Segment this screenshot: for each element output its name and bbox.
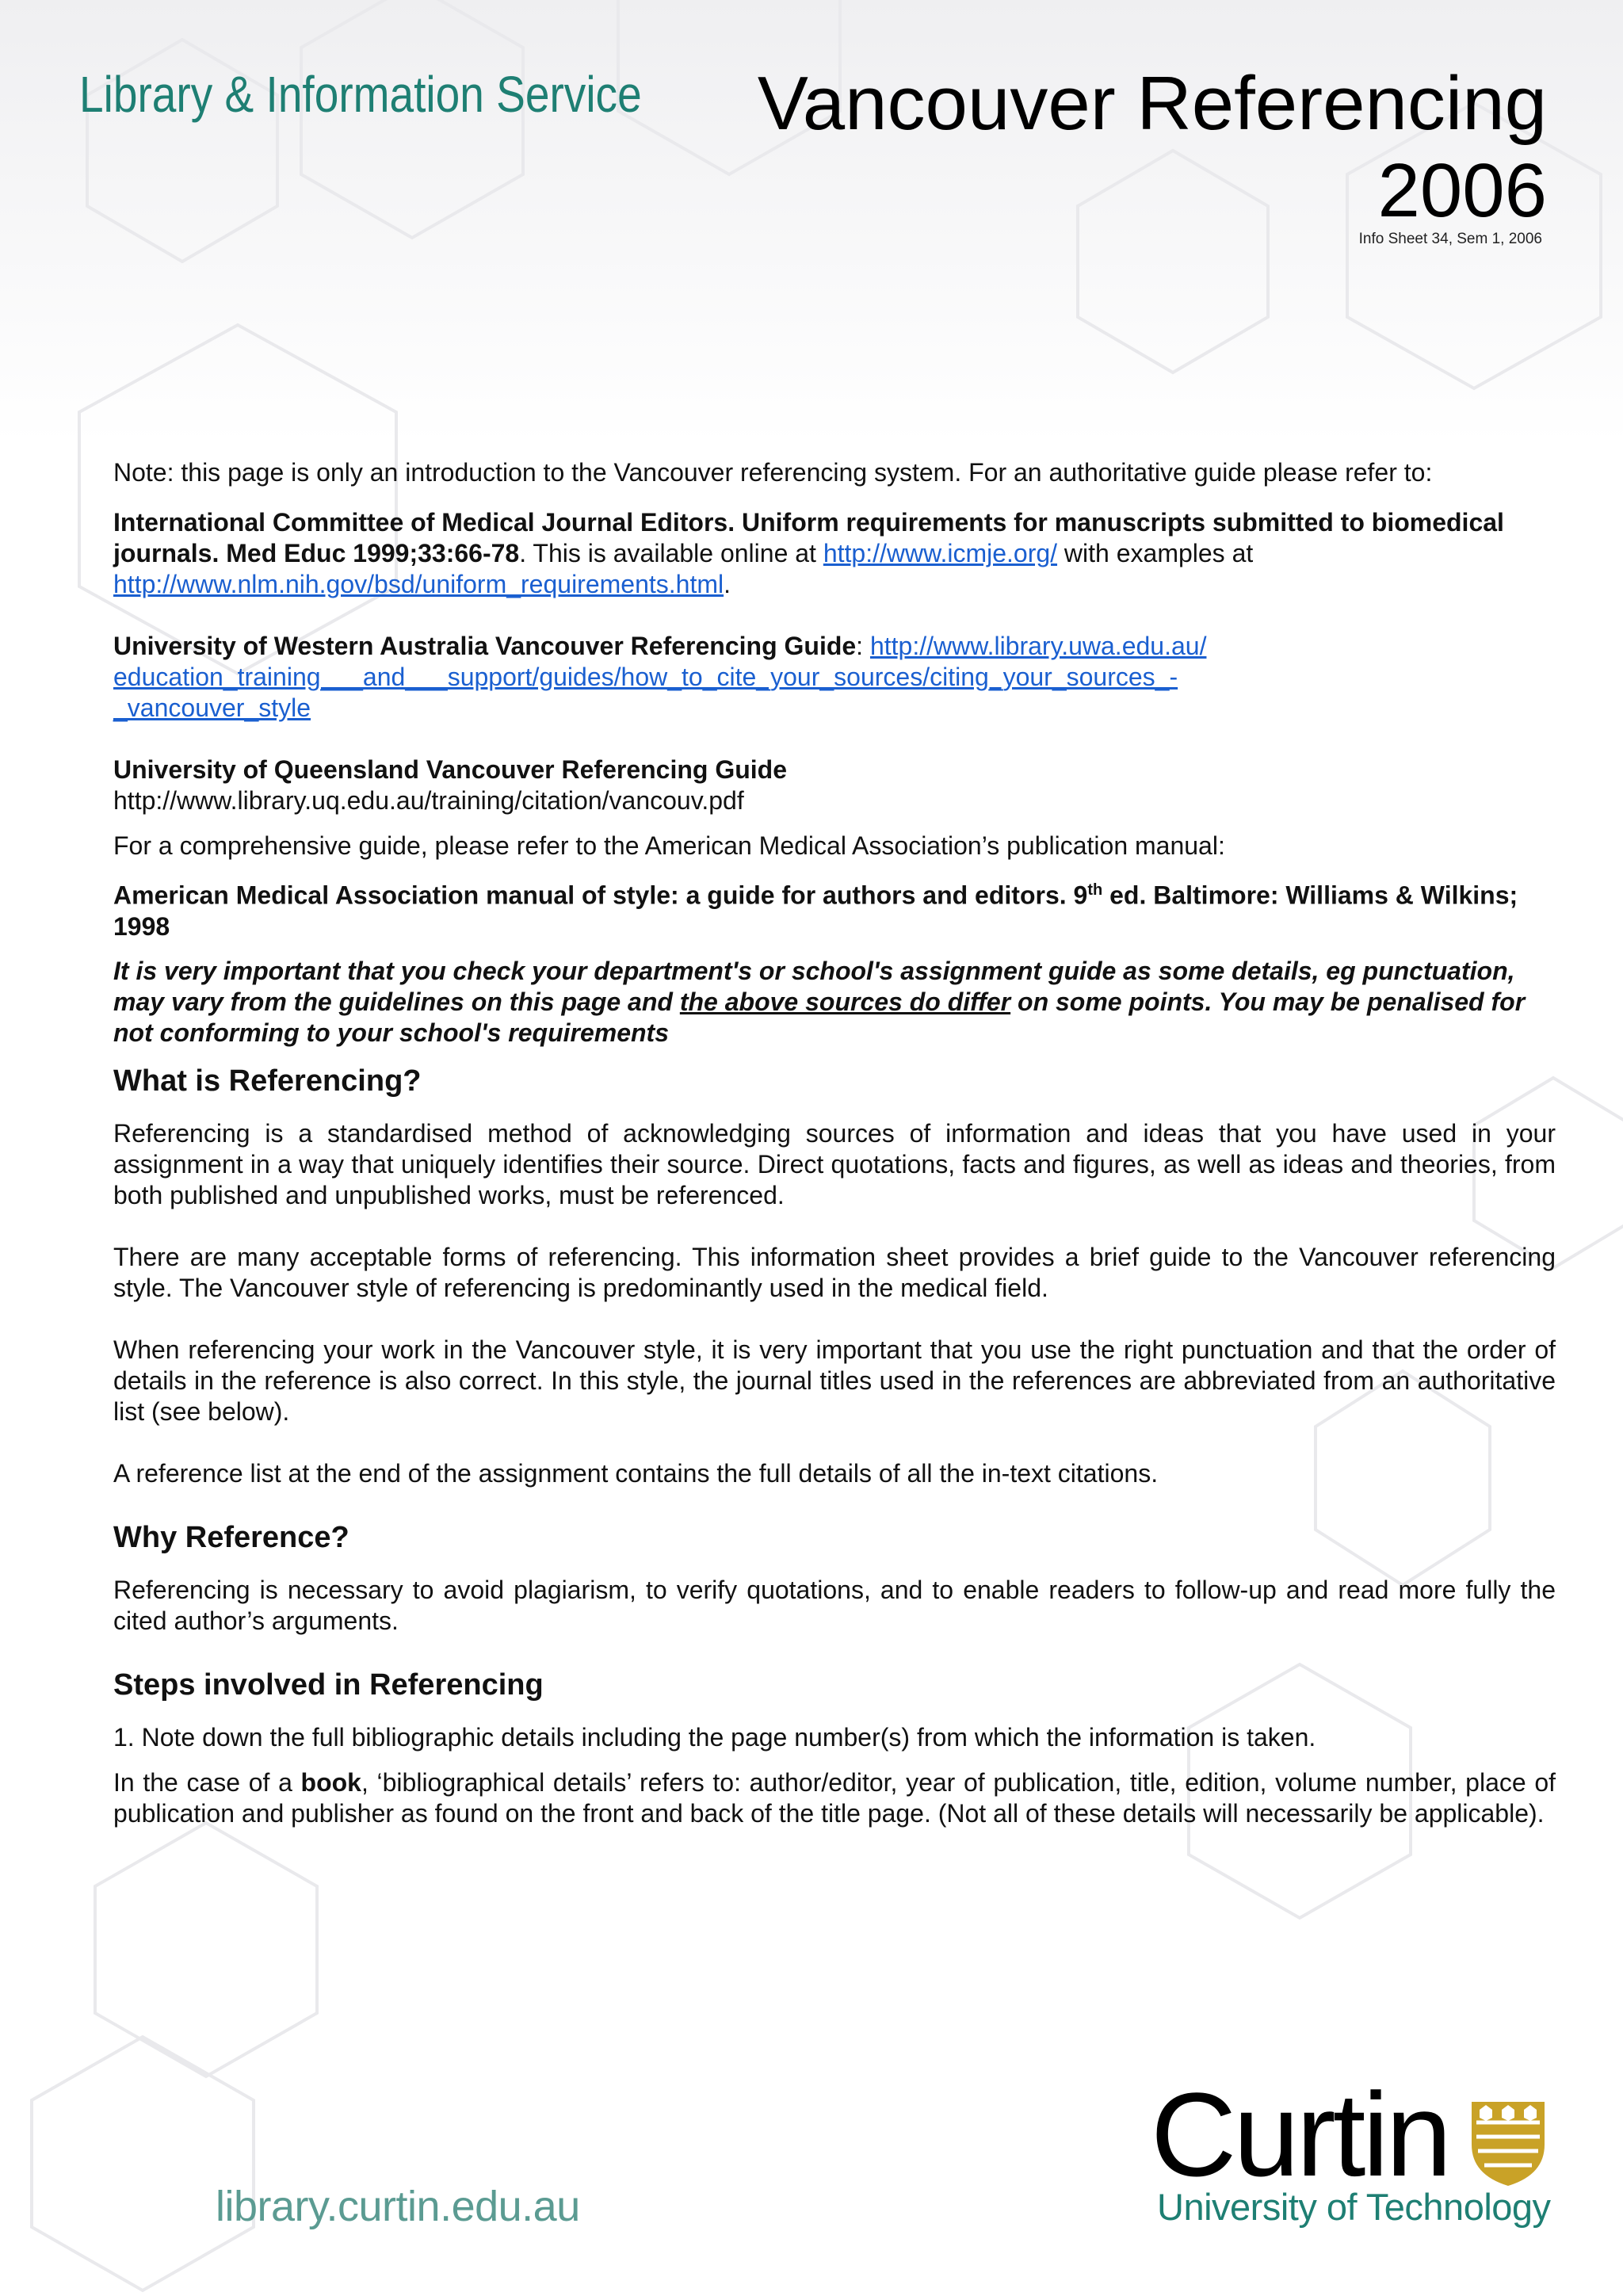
warning-underlined: the above sources do differ (679, 987, 1011, 1016)
uwa-link-part2: education_training___and___support/guides/how_to_cite_your_sources/citing_your_sources_- (113, 663, 1178, 691)
what-is-p2: There are many acceptable forms of referencing. This information sheet provides a brief guide to the Vancouver referencing style. The Vancouver style of referencing is predominantly used in the medical field. (113, 1242, 1556, 1302)
uwa-reference (113, 631, 1556, 724)
heading-what-is-referencing: What is Referencing? (113, 1064, 422, 1098)
document-body (113, 457, 1556, 1829)
what-is-p1: Referencing is a standardised method of acknowledging sources of information and ideas that you have used in your assignment in a way that uniquely identifies their source. Direct quotations, facts and figures, as well as ideas and theories, from both published and unpublished works, must be referenced. (113, 1118, 1556, 1209)
icmje-reference (113, 507, 1556, 600)
nlm-link[interactable]: http://www.nlm.nih.gov/bsd/uniform_requirements.html (113, 570, 724, 598)
icmje-title: International Committee of Medical Journal Editors. Uniform requirements for manuscripts submitted to biomedical journals. Med Educ 1999;33:66-78 (113, 508, 1504, 567)
info-sheet-label: Info Sheet 34, Sem 1, 2006 (1358, 231, 1542, 247)
warning-text1: It is very important that you check your department's or school's assignment guide as some details, eg punctuation, may vary from the guidelines on this page and (113, 956, 1515, 1016)
why-p1: Referencing is necessary to avoid plagiarism, to verify quotations, and to enable readers to follow-up and read more fully the cited author’s arguments. (113, 1575, 1556, 1635)
ama-sup: th (1087, 881, 1103, 899)
uwa-sep: : (856, 632, 870, 660)
page-title (758, 60, 1547, 235)
ama-text2: ed. Baltimore: Williams & Wilkins; 1998 (113, 881, 1518, 941)
book-details (113, 1767, 1556, 1829)
icmje-text3: . (724, 570, 731, 598)
uq-title: University of Queensland Vancouver Referencing Guide (113, 755, 788, 784)
uwa-title: University of Western Australia Vancouver Referencing Guide (113, 632, 857, 660)
book-text1: In the case of a (113, 1767, 301, 1797)
page-title-year: 2006 (1377, 148, 1547, 233)
step-1: 1. Note down the full bibliographic details including the page number(s) from which the information is taken. (113, 1722, 1316, 1752)
curtin-logo-subtitle: University of Technology (1157, 2186, 1551, 2228)
heading-steps: Steps involved in Referencing (113, 1668, 544, 1702)
page-title-line1: Vancouver Referencing (757, 61, 1547, 146)
footer-url: library.curtin.edu.au (216, 2183, 580, 2230)
book-text2: , ‘bibliographical details’ refers to: author/editor, year of publication, title, edition, volume number, place of publication and publisher as found on the front and back of the title page. (Not all of these details will necessarily be applicable). (113, 1767, 1556, 1828)
what-is-p3: When referencing your work in the Vancouver style, it is very important that you use the right punctuation and that the order of details in the reference is also correct. In this style, the journal titles used in the references are abbreviated from an authoritative list (see below). (113, 1335, 1556, 1426)
warning-text2: on some points. You may be penalised for not conforming to your school's requirements (113, 987, 1526, 1047)
comprehensive-note: For a comprehensive guide, please refer to the American Medical Association’s publication manual: (113, 831, 1225, 860)
intro-note: Note: this page is only an introduction to the Vancouver referencing system. For an authoritative guide please refer to: (113, 458, 1433, 487)
uwa-link-part1: http://www.library.uwa.edu.au/ (869, 632, 1207, 660)
service-name: Library & Information Service (79, 66, 642, 123)
ama-reference (113, 875, 1556, 942)
icmje-link[interactable]: http://www.icmje.org/ (823, 539, 1058, 567)
icmje-text: . This is available online at (519, 539, 823, 567)
curtin-logo-word: Curtin (1151, 2068, 1449, 2201)
uwa-link-part3: _vancouver_style (113, 693, 311, 722)
warning-note (113, 956, 1556, 1049)
curtin-crest-icon (1468, 2099, 1548, 2187)
book-bold: book (300, 1767, 361, 1797)
icmje-text2: with examples at (1057, 539, 1254, 567)
uq-reference (113, 755, 1556, 816)
uq-url: http://www.library.uq.edu.au/training/citation/vancouv.pdf (113, 786, 744, 815)
what-is-p4: A reference list at the end of the assignment contains the full details of all the in-text citations. (113, 1458, 1159, 1488)
ama-text1: American Medical Association manual of style: a guide for authors and editors. 9 (113, 881, 1088, 910)
heading-why-reference: Why Reference? (113, 1520, 349, 1554)
